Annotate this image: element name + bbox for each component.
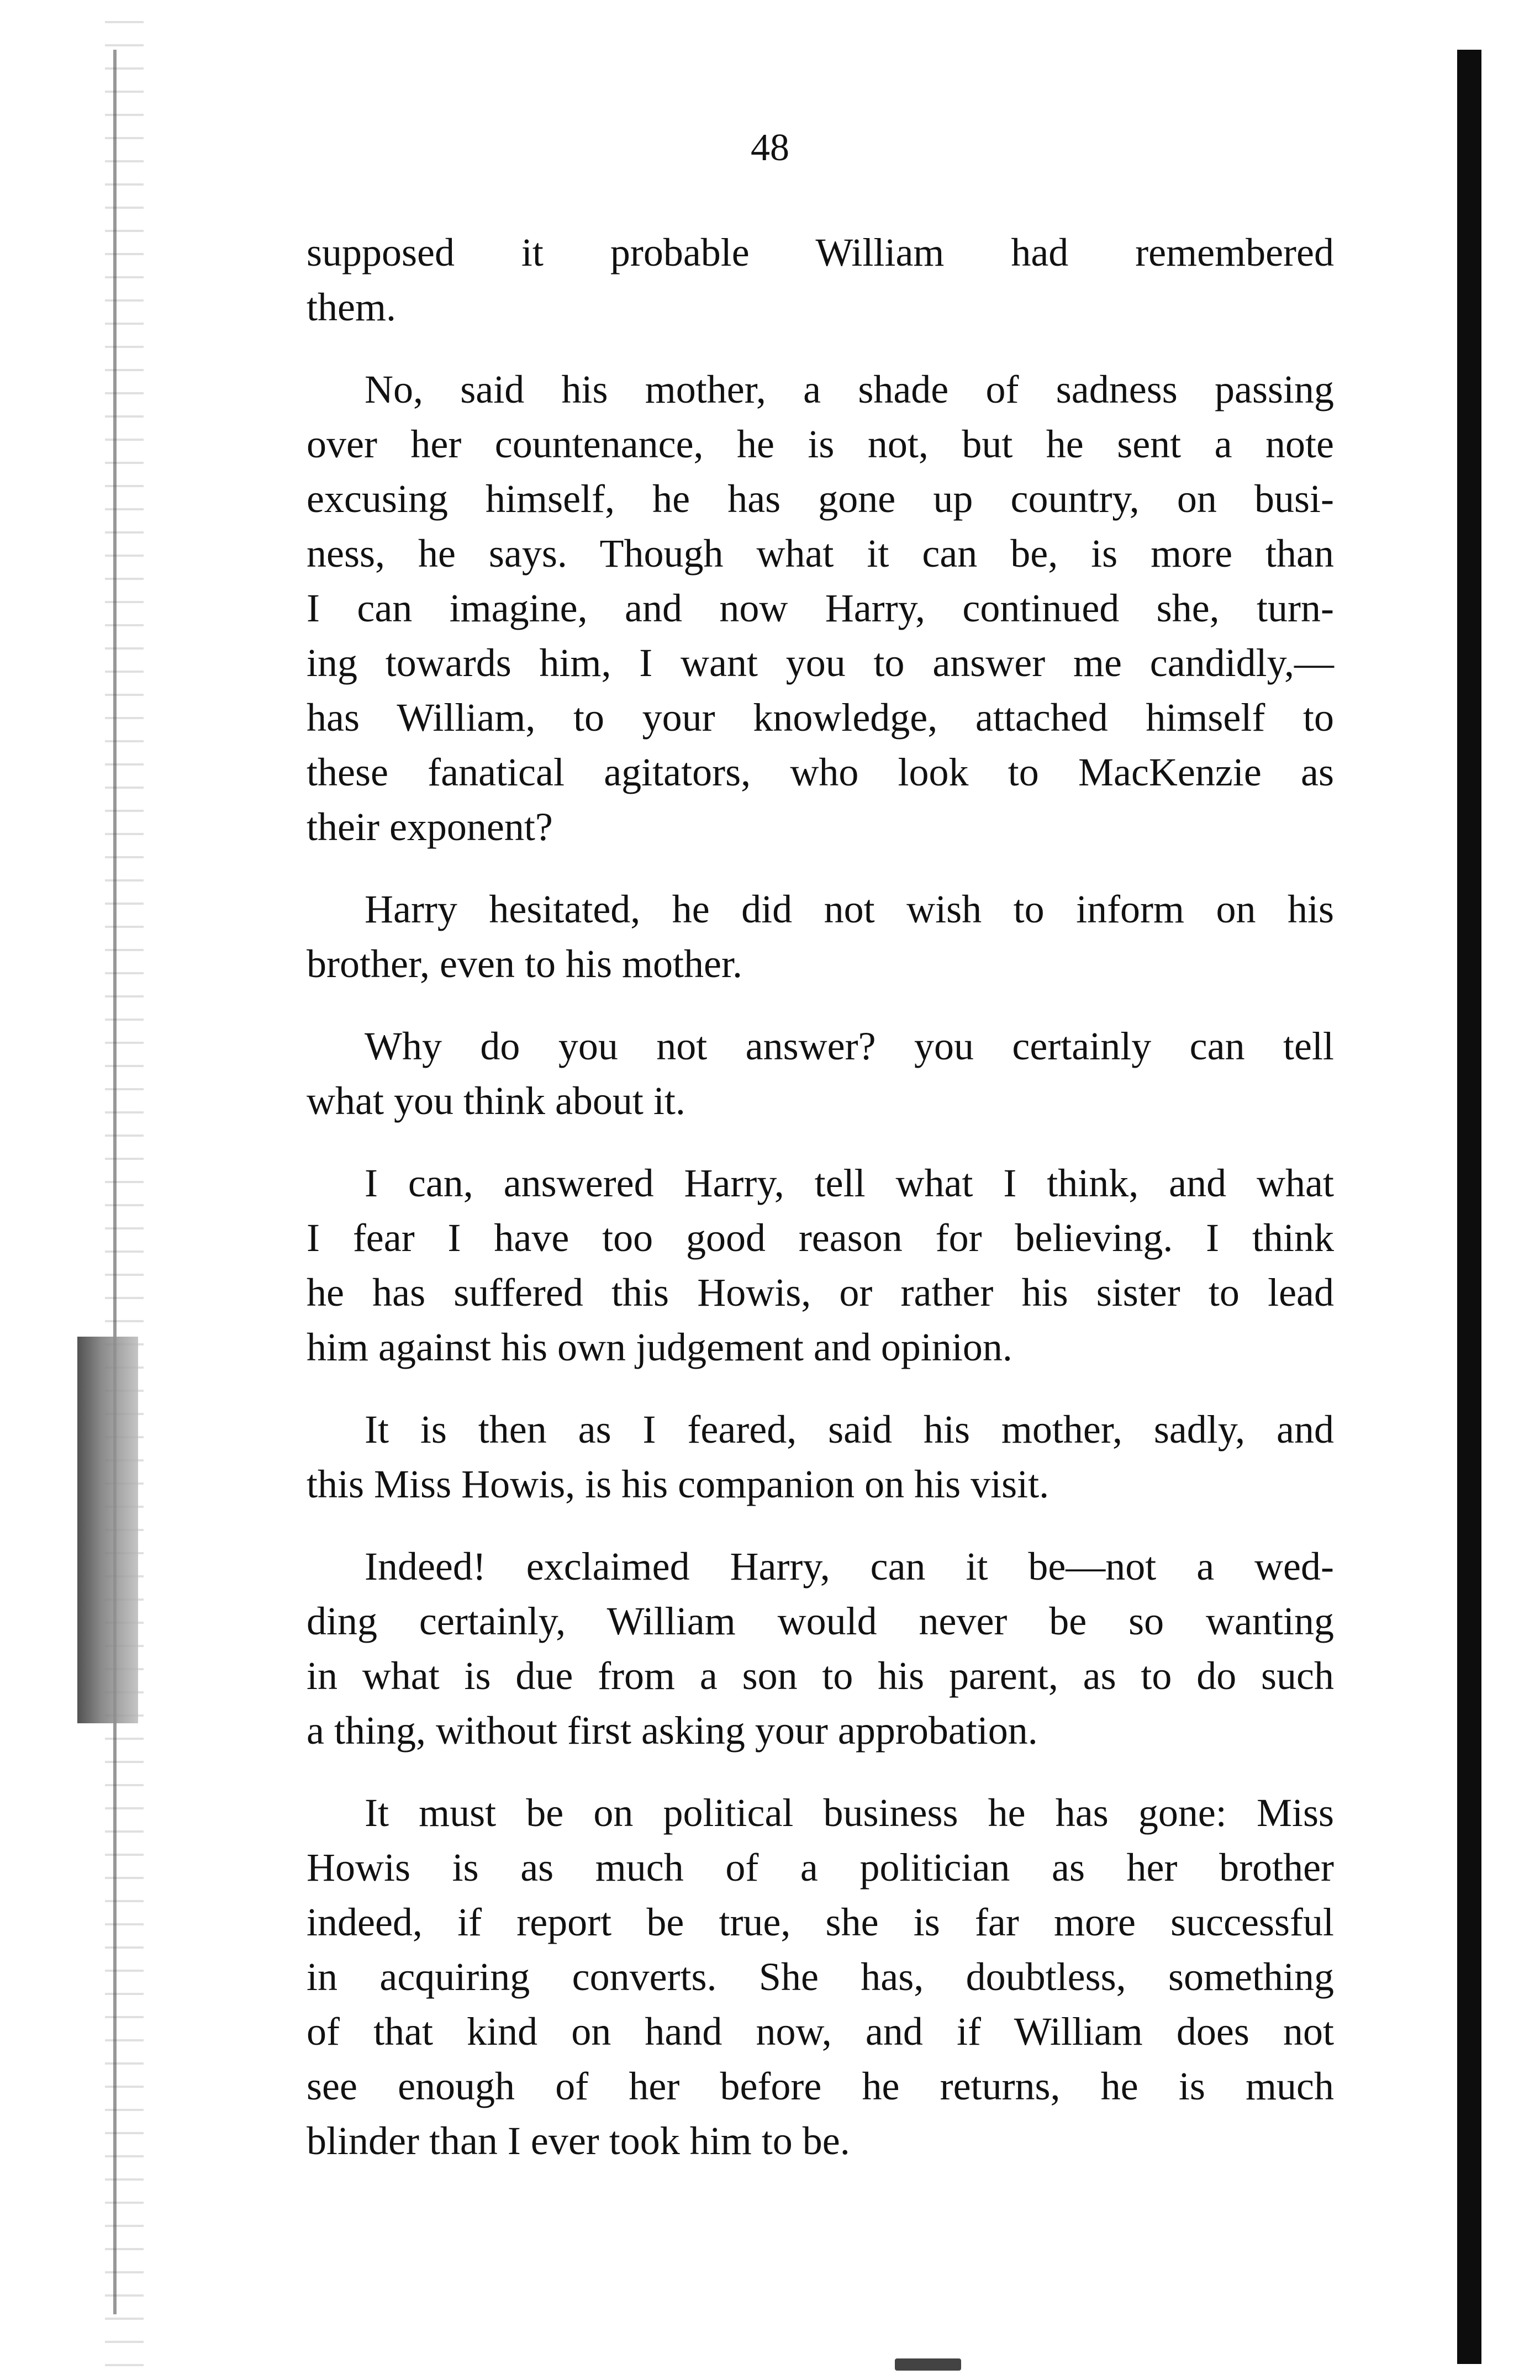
text-line: Indeed! exclaimed Harry, can it be—not a wed- — [365, 1544, 1334, 1589]
text-line: in what is due from a son to his parent, as to do such — [307, 1654, 1334, 1698]
text-line: over her countenance, he is not, but he sent a note — [307, 422, 1334, 466]
text-line: he has suffered this Howis, or rather his sister to lead — [307, 1270, 1334, 1315]
text-line: I can imagine, and now Harry, continued she, turn- — [307, 586, 1334, 630]
text-line: them. — [307, 285, 396, 329]
text-line: excusing himself, he has gone up country, on busi- — [307, 477, 1334, 521]
text-line: him against his own judgement and opinion. — [307, 1325, 1012, 1369]
text-line: this Miss Howis, is his companion on his visit. — [307, 1462, 1049, 1506]
text-line: indeed, if report be true, she is far more successful — [307, 1900, 1334, 1944]
text-line: blinder than I ever took him to be. — [307, 2119, 850, 2163]
page-number: 48 — [751, 126, 789, 169]
text-line: their exponent? — [307, 805, 553, 849]
paragraph — [307, 1786, 1334, 2168]
text-line: these fanatical agitators, who look to MacKenzie as — [307, 750, 1334, 794]
text-line: No, said his mother, a shade of sadness passing — [365, 367, 1334, 411]
paragraph — [307, 882, 1334, 991]
paragraph — [307, 1402, 1334, 1512]
text-line: ing towards him, I want you to answer me candidly,— — [307, 641, 1334, 685]
text-line: brother, even to his mother. — [307, 942, 742, 986]
text-line: Howis is as much of a politician as her brother — [307, 1845, 1334, 1890]
text-line: supposed it probable William had remembered — [307, 230, 1334, 275]
paragraph — [307, 225, 1334, 335]
text-line: in acquiring converts. She has, doubtless, something — [307, 1955, 1334, 1999]
text-line: It is then as I feared, said his mother, sadly, and — [365, 1407, 1334, 1452]
scan-gutter-line — [113, 50, 117, 2314]
scan-footer-mark — [895, 2358, 961, 2371]
text-line: of that kind on hand now, and if William does not — [307, 2009, 1334, 2054]
text-line: I fear I have too good reason for believing. I think — [307, 1216, 1334, 1260]
scan-gutter-shadow — [77, 1337, 138, 1723]
scan-right-border-bar — [1457, 50, 1481, 2364]
page-body — [307, 225, 1334, 2196]
paragraph — [307, 362, 1334, 854]
text-line: what you think about it. — [307, 1079, 685, 1123]
text-line: ness, he says. Though what it can be, is more than — [307, 531, 1334, 576]
text-line: see enough of her before he returns, he is much — [307, 2064, 1334, 2108]
text-line: I can, answered Harry, tell what I think, and what — [365, 1161, 1334, 1205]
text-line: has William, to your knowledge, attached himself to — [307, 695, 1334, 740]
text-line: ding certainly, William would never be so wanting — [307, 1599, 1334, 1643]
paragraph — [307, 1019, 1334, 1128]
paragraph — [307, 1156, 1334, 1375]
text-line: Why do you not answer? you certainly can tell — [365, 1024, 1334, 1068]
paragraph — [307, 1539, 1334, 1758]
scan-gutter-edge — [105, 0, 144, 2380]
text-line: a thing, without first asking your approbation. — [307, 1708, 1038, 1753]
text-line: It must be on political business he has gone: Miss — [365, 1791, 1334, 1835]
text-line: Harry hesitated, he did not wish to inform on his — [365, 887, 1334, 931]
